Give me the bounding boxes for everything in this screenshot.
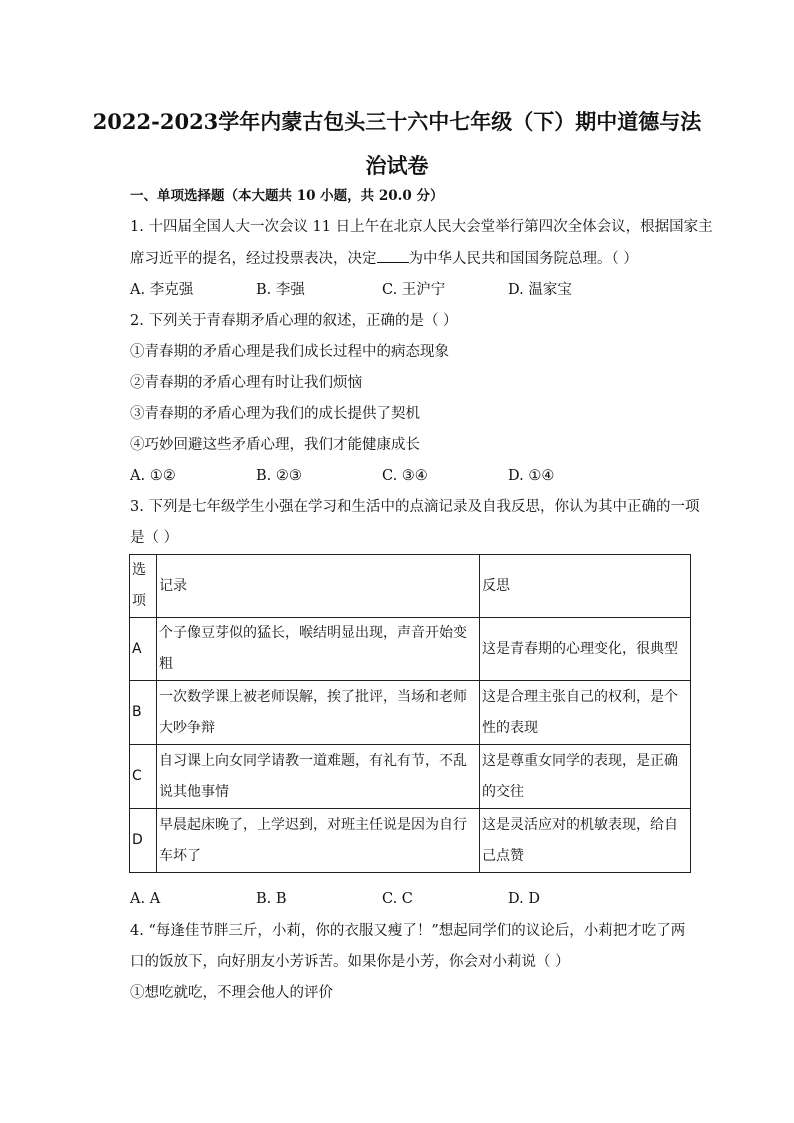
q1-stem-line-1: 1. 十四届全国人大一次会议 11 日上午在北京人民大会堂举行第四次全体会议，根据国家主 bbox=[130, 219, 713, 235]
q3-stem-line-1: 3. 下列是七年级学生小强在学习和生活中的点滴记录及自我反思，你认为其中正确的一项 bbox=[130, 499, 700, 515]
cell-record: 自习课上向女同学请教一道难题，有礼有节，不乱说其他事情 bbox=[157, 745, 480, 809]
cell-reflection: 这是尊重女同学的表现，是正确的交往 bbox=[480, 745, 691, 809]
table-row bbox=[130, 809, 691, 873]
q3-option-a: A. A bbox=[130, 891, 161, 907]
q1-stem-part-a: 席习近平的提名，经过投票表决，决定 bbox=[130, 251, 377, 267]
cell-reflection: 这是灵活应对的机敏表现，给自己点赞 bbox=[480, 809, 691, 873]
q4-stem-line-1: 4. “每逢佳节胖三斤，小莉，你的衣服又瘦了！”想起同学们的议论后，小莉把才吃了两 bbox=[130, 923, 686, 939]
q1-stem-line-2 bbox=[130, 248, 638, 269]
cell-option: A bbox=[130, 618, 157, 681]
cell-option: C bbox=[130, 745, 157, 809]
q3-table bbox=[129, 554, 691, 873]
q2-option-d: D. ①④ bbox=[508, 468, 555, 484]
q2-stem: 2. 下列关于青春期矛盾心理的叙述，正确的是（ ） bbox=[130, 313, 458, 329]
q2-option-c: C. ③④ bbox=[382, 468, 428, 484]
q3-option-d: D. D bbox=[508, 891, 540, 907]
q2-item-4: ④巧妙回避这些矛盾心理，我们才能健康成长 bbox=[130, 437, 420, 453]
section-heading: 一、单项选择题（本大题共 10 小题，共 20.0 分） bbox=[130, 188, 444, 204]
cell-record: 一次数学课上被老师误解，挨了批评，当场和老师大吵争辩 bbox=[157, 681, 480, 745]
table-row bbox=[130, 681, 691, 745]
cell-record: 个子像豆芽似的猛长，喉结明显出现，声音开始变粗 bbox=[157, 618, 480, 681]
q1-option-a: A. 李克强 bbox=[130, 282, 194, 298]
header-cell-reflection: 反思 bbox=[480, 555, 691, 618]
q4-item-1: ①想吃就吃，不理会他人的评价 bbox=[130, 985, 333, 1001]
q3-option-c: C. C bbox=[382, 891, 413, 907]
header-cell-option: 选项 bbox=[130, 555, 157, 618]
q2-item-3: ③青春期的矛盾心理为我们的成长提供了契机 bbox=[130, 406, 420, 422]
header-cell-record: 记录 bbox=[157, 555, 480, 618]
q2-option-b: B. ②③ bbox=[256, 468, 302, 484]
q3-option-b: B. B bbox=[256, 891, 287, 907]
table-row bbox=[130, 745, 691, 809]
q1-option-c: C. 王沪宁 bbox=[382, 282, 446, 298]
cell-reflection: 这是合理主张自己的权利，是个性的表现 bbox=[480, 681, 691, 745]
q2-option-a: A. ①② bbox=[130, 468, 176, 484]
cell-option: D bbox=[130, 809, 157, 873]
q1-stem-part-b: 为中华人民共和国国务院总理。（ ） bbox=[408, 251, 638, 267]
page-title bbox=[60, 100, 734, 188]
table-header-row bbox=[130, 555, 691, 618]
table-row bbox=[130, 618, 691, 681]
q4-stem-line-2: 口的饭放下，向好朋友小芳诉苦。如果你是小芳，你会对小莉说（ ） bbox=[130, 954, 570, 970]
q2-item-2: ②青春期的矛盾心理有时让我们烦恼 bbox=[130, 375, 362, 391]
cell-record: 早晨起床晚了，上学迟到，对班主任说是因为自行车坏了 bbox=[157, 809, 480, 873]
cell-option: B bbox=[130, 681, 157, 745]
cell-reflection: 这是青春期的心理变化，很典型 bbox=[480, 618, 691, 681]
title-line-1: 2022-2023学年内蒙古包头三十六中七年级（下）期中道德与法 bbox=[92, 109, 702, 134]
q1-option-b: B. 李强 bbox=[256, 282, 305, 298]
q1-option-d: D. 温家宝 bbox=[508, 282, 572, 298]
q1-answer-blank bbox=[377, 248, 409, 263]
title-line-2: 治试卷 bbox=[365, 153, 429, 178]
q2-item-1: ①青春期的矛盾心理是我们成长过程中的病态现象 bbox=[130, 344, 449, 360]
q3-stem-line-2: 是（ ） bbox=[130, 530, 179, 546]
